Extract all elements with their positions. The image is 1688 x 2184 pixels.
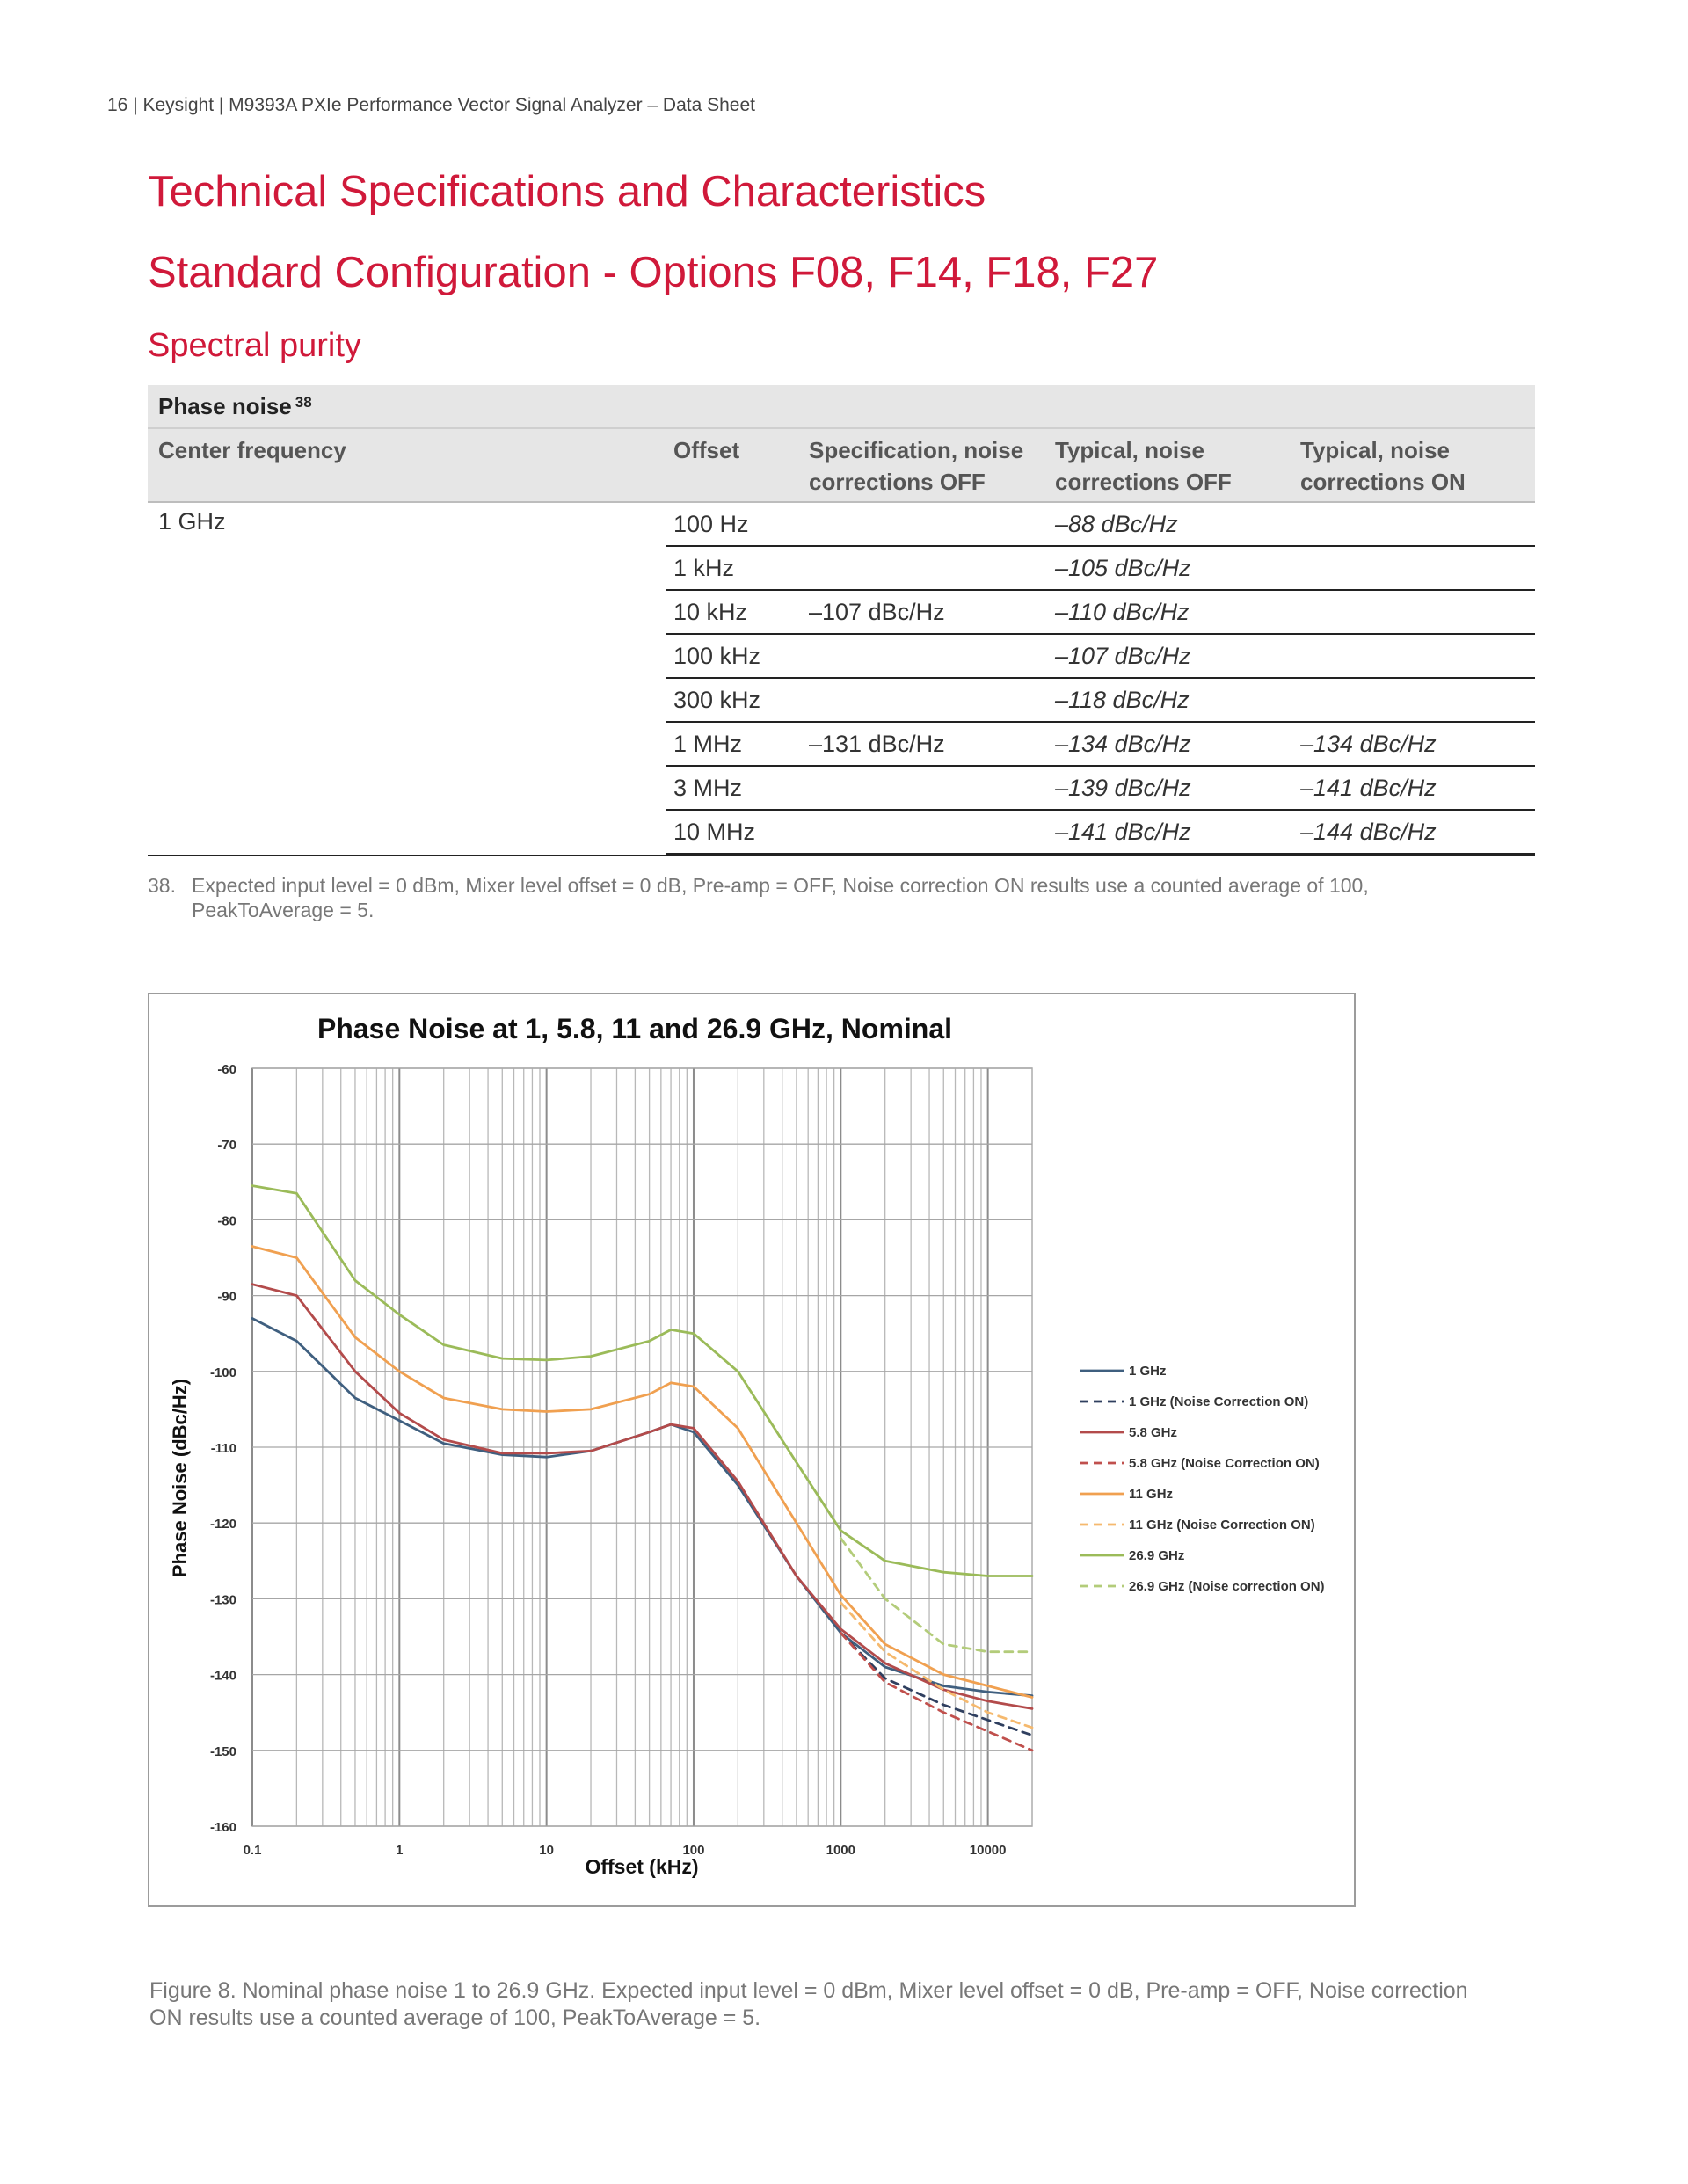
chart-x-axis-label: Offset (kHz) bbox=[585, 1855, 699, 1878]
chart-title: Phase Noise at 1, 5.8, 11 and 26.9 GHz, Nominal bbox=[316, 1013, 953, 1045]
table-title-row bbox=[148, 385, 1535, 429]
running-header: 16 | Keysight | M9393A PXIe Performance Vector Signal Analyzer – Data Sheet bbox=[107, 95, 755, 115]
table-header-row bbox=[148, 429, 1535, 503]
legend-label: 1 GHz (Noise Correction ON) bbox=[1129, 1394, 1309, 1409]
x-tick-label: 0.1 bbox=[243, 1843, 262, 1858]
typical-off-cell: –110 dBc/Hz bbox=[1055, 599, 1190, 625]
y-tick-label: -70 bbox=[217, 1138, 236, 1154]
column-header: Offset bbox=[673, 437, 740, 463]
y-tick-label: -60 bbox=[217, 1062, 236, 1077]
table-row bbox=[666, 635, 1535, 679]
y-tick-label: -120 bbox=[209, 1517, 236, 1532]
column-header: Typical, noise corrections OFF bbox=[1055, 437, 1232, 495]
column-header: Center frequency bbox=[158, 437, 346, 463]
typical-off-cell: –88 dBc/Hz bbox=[1055, 511, 1178, 537]
chart-y-axis-label: Phase Noise (dBc/Hz) bbox=[169, 1378, 191, 1578]
center-frequency-cell: 1 GHz bbox=[158, 508, 226, 535]
page-subtitle: Standard Configuration - Options F08, F14, F18, F27 bbox=[148, 249, 1159, 296]
typical-off-cell: –139 dBc/Hz bbox=[1055, 775, 1191, 801]
typical-on-cell: –144 dBc/Hz bbox=[1300, 819, 1437, 845]
figure-caption: Figure 8. Nominal phase noise 1 to 26.9 GHz. Expected input level = 0 dBm, Mixer level offset = 0 dB, Pre-amp = OFF, Noise correction ON results use a counted average of 100, PeakToAverage = 5. bbox=[149, 1978, 1468, 2030]
y-tick-label: -130 bbox=[209, 1592, 236, 1608]
typical-off-cell: –118 dBc/Hz bbox=[1055, 687, 1190, 713]
column-header: Typical, noise corrections ON bbox=[1300, 437, 1466, 495]
footnote-text: Expected input level = 0 dBm, Mixer level offset = 0 dB, Pre-amp = OFF, Noise correction ON results use a counted average of 100, PeakToAverage = 5. bbox=[192, 874, 1369, 921]
legend-label: 26.9 GHz (Noise correction ON) bbox=[1129, 1579, 1325, 1594]
table-body bbox=[148, 503, 1535, 856]
table-row bbox=[666, 591, 1535, 635]
y-tick-label: -160 bbox=[209, 1820, 236, 1835]
offset-cell: 1 MHz bbox=[673, 731, 743, 757]
table-row bbox=[666, 547, 1535, 591]
x-tick-label: 1 bbox=[396, 1843, 404, 1858]
y-tick-label: -100 bbox=[209, 1365, 236, 1380]
legend-label: 1 GHz bbox=[1129, 1364, 1167, 1379]
phase-noise-table bbox=[148, 385, 1535, 856]
footnote bbox=[148, 873, 1422, 922]
offset-cell: 10 MHz bbox=[673, 819, 756, 845]
table-row bbox=[666, 679, 1535, 723]
typical-off-cell: –105 dBc/Hz bbox=[1055, 555, 1191, 581]
table-row bbox=[666, 767, 1535, 811]
table-footnote-ref: 38 bbox=[295, 394, 312, 411]
legend-label: 5.8 GHz (Noise Correction ON) bbox=[1129, 1456, 1320, 1471]
x-tick-label: 1000 bbox=[826, 1843, 855, 1858]
y-tick-label: -110 bbox=[210, 1441, 236, 1456]
chart-svg bbox=[149, 994, 1354, 1905]
offset-cell: 1 kHz bbox=[673, 555, 735, 581]
x-tick-label: 10000 bbox=[969, 1843, 1007, 1858]
legend-label: 5.8 GHz bbox=[1129, 1425, 1178, 1440]
table-title: Phase noise bbox=[158, 392, 292, 419]
offset-cell: 3 MHz bbox=[673, 775, 743, 801]
table-row bbox=[666, 811, 1535, 855]
spec-off-cell: –131 dBc/Hz bbox=[809, 731, 945, 757]
legend-label: 26.9 GHz bbox=[1129, 1548, 1185, 1563]
page-title: Technical Specifications and Characteristics bbox=[148, 168, 986, 215]
typical-on-cell: –141 dBc/Hz bbox=[1300, 775, 1437, 801]
offset-cell: 100 kHz bbox=[673, 643, 761, 669]
typical-on-cell: –134 dBc/Hz bbox=[1300, 731, 1437, 757]
offset-cell: 10 kHz bbox=[673, 599, 748, 625]
y-tick-label: -90 bbox=[217, 1289, 236, 1305]
table-row bbox=[666, 503, 1535, 547]
column-header: Specification, noise corrections OFF bbox=[809, 437, 1024, 495]
legend-label: 11 GHz (Noise Correction ON) bbox=[1129, 1518, 1315, 1532]
section-heading: Spectral purity bbox=[148, 327, 361, 364]
typical-off-cell: –134 dBc/Hz bbox=[1055, 731, 1191, 757]
y-tick-label: -140 bbox=[209, 1668, 236, 1684]
footnote-number: 38. bbox=[148, 874, 176, 897]
typical-off-cell: –107 dBc/Hz bbox=[1055, 643, 1191, 669]
spec-off-cell: –107 dBc/Hz bbox=[809, 599, 945, 625]
phase-noise-chart bbox=[148, 993, 1356, 1907]
x-tick-label: 100 bbox=[682, 1843, 705, 1858]
offset-cell: 300 kHz bbox=[673, 687, 761, 713]
table-row bbox=[666, 723, 1535, 767]
typical-off-cell: –141 dBc/Hz bbox=[1055, 819, 1191, 845]
legend-label: 11 GHz bbox=[1129, 1487, 1174, 1502]
y-tick-label: -80 bbox=[217, 1213, 236, 1229]
y-tick-label: -150 bbox=[209, 1744, 236, 1759]
x-tick-label: 10 bbox=[539, 1843, 554, 1858]
offset-cell: 100 Hz bbox=[673, 511, 749, 537]
